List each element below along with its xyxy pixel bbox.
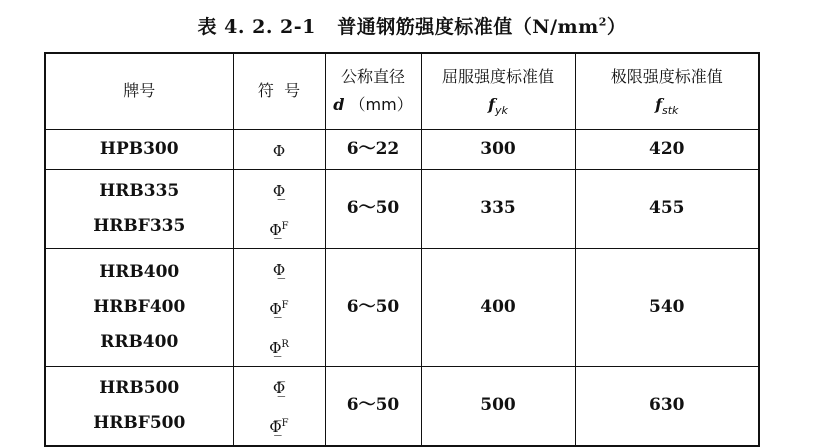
cell-grade	[45, 129, 233, 169]
rebar-symbol-icon: Φ̲$^R$	[269, 338, 289, 357]
cell-ultimate-strength: 420	[575, 129, 759, 169]
header-ultimate-label: 极限强度标准值	[610, 67, 723, 87]
table-row	[45, 366, 759, 446]
table-caption: 普通钢筋强度标准值（N/mm	[337, 16, 599, 38]
grade-label: HRBF400	[93, 296, 186, 317]
table-caption-close: ）	[606, 16, 627, 38]
grade-label: HRBF335	[93, 215, 186, 236]
header-diameter-label: 公称直径	[340, 67, 405, 87]
header-diameter-unit: d （mm）	[333, 95, 413, 115]
cell-grade	[45, 366, 233, 446]
header-ultimate	[575, 53, 759, 129]
cell-symbol	[233, 169, 325, 248]
cell-grade	[45, 169, 233, 248]
cell-yield-strength: 335	[421, 169, 575, 248]
cell-grade	[45, 248, 233, 366]
grade-label: HRB335	[99, 180, 180, 201]
cell-symbol	[233, 248, 325, 366]
rebar-symbol-icon: Φ̲	[272, 260, 286, 279]
cell-ultimate-strength: 540	[575, 248, 759, 366]
cell-diameter: 6～50	[325, 366, 421, 446]
rebar-symbol-icon: Φ̲$^F$	[269, 299, 289, 318]
cell-symbol	[233, 129, 325, 169]
header-yield	[421, 53, 575, 129]
cell-diameter: 6～22	[325, 129, 421, 169]
grade-label: HRB500	[99, 377, 180, 398]
grade-label: HPB300	[99, 138, 179, 159]
table-row	[45, 169, 759, 248]
header-row	[45, 53, 759, 129]
cell-ultimate-strength: 455	[575, 169, 759, 248]
grade-label: HRB400	[99, 261, 180, 282]
rebar-symbol-icon: Φ̲$^F$	[269, 220, 289, 239]
cell-yield-strength: 500	[421, 366, 575, 446]
rebar-symbol-icon: Φ	[272, 141, 286, 160]
table-title	[0, 12, 824, 39]
header-yield-symbol: $f_{yk}$	[488, 95, 508, 118]
table-row	[45, 129, 759, 169]
rebar-symbol-icon: Φ̲̅	[272, 378, 286, 397]
cell-symbol	[233, 366, 325, 446]
header-symbol: 符 号	[233, 53, 325, 129]
header-yield-label: 屈服强度标准值	[441, 67, 554, 87]
grade-label: HRBF500	[93, 412, 186, 433]
header-diameter	[325, 53, 421, 129]
header-ultimate-symbol: $f_{stk}$	[655, 95, 679, 118]
rebar-symbol-icon: Φ̲̅$^F$	[269, 417, 289, 436]
cell-yield-strength: 400	[421, 248, 575, 366]
table-row	[45, 248, 759, 366]
rebar-strength-table	[44, 52, 760, 447]
cell-diameter: 6～50	[325, 169, 421, 248]
cell-diameter: 6～50	[325, 248, 421, 366]
cell-ultimate-strength: 630	[575, 366, 759, 446]
unit-exponent: 2	[598, 15, 607, 29]
header-grade: 牌号	[45, 53, 233, 129]
cell-yield-strength: 300	[421, 129, 575, 169]
grade-label: RRB400	[100, 331, 179, 352]
rebar-symbol-icon: Φ̲	[272, 181, 286, 200]
table-number: 表 4. 2. 2-1	[197, 16, 316, 38]
